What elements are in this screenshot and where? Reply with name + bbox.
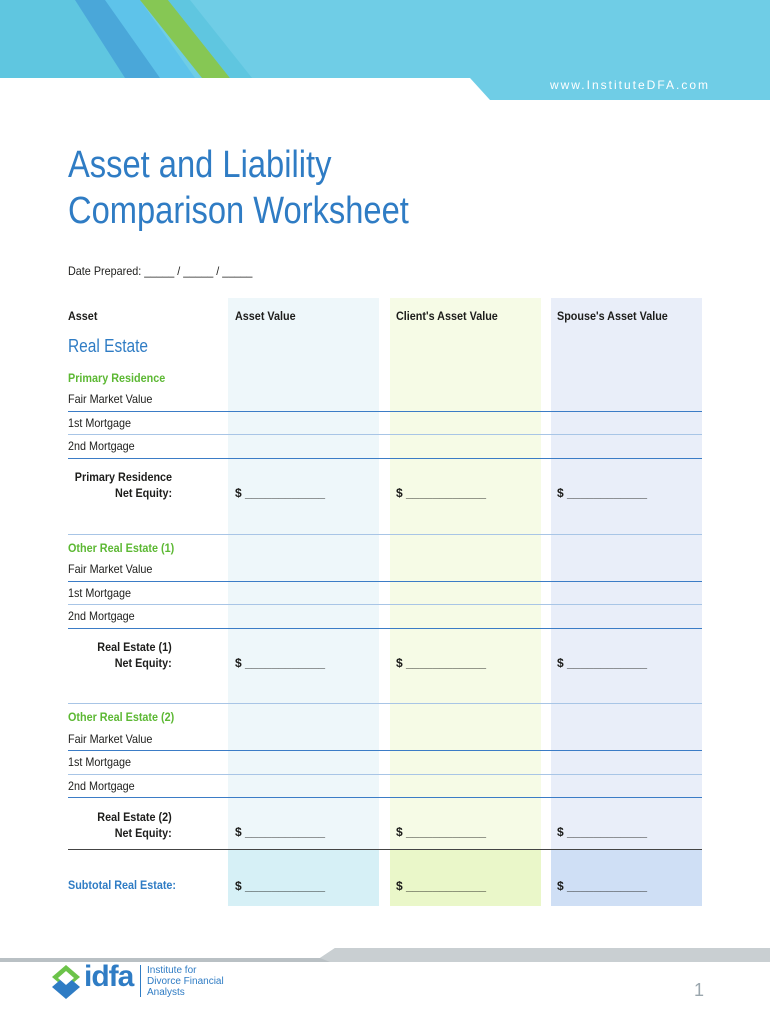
page-title [68, 142, 409, 234]
subtotal-spouse-cell [551, 850, 702, 906]
spouse-value-column [551, 298, 702, 906]
amount-field[interactable]: $ ____________ [557, 486, 648, 500]
row-divider [68, 750, 702, 751]
column-header-asset-value: Asset Value [235, 309, 296, 323]
row-divider [68, 434, 702, 435]
equity-line-2: Net Equity: [114, 826, 172, 840]
amount-field[interactable]: $ ____________ [557, 825, 648, 839]
org-line-3: Analysts [147, 987, 185, 998]
amount-field[interactable]: $ ____________ [396, 879, 487, 893]
amount-field[interactable]: $ ____________ [235, 656, 326, 670]
subtotal-asset-cell [228, 850, 379, 906]
row-divider [68, 797, 702, 798]
equity-line-2: Net Equity: [114, 486, 172, 500]
amount-field[interactable]: $ ____________ [557, 879, 648, 893]
column-header-client-value: Client's Asset Value [396, 309, 498, 323]
page-number: 1 [694, 980, 705, 1000]
row-label: 1st Mortgage [68, 755, 132, 769]
amount-field[interactable]: $ ____________ [557, 656, 648, 670]
logo-divider [140, 965, 141, 997]
row-divider [68, 774, 702, 775]
amount-field[interactable]: $ ____________ [235, 486, 326, 500]
date-prepared[interactable]: Date Prepared: _____ / _____ / _____ [68, 264, 253, 278]
title-line-1: Asset and Liability [68, 144, 332, 186]
row-label: 2nd Mortgage [68, 609, 135, 623]
net-equity-label [98, 639, 172, 671]
amount-field[interactable]: $ ____________ [235, 825, 326, 839]
row-divider [68, 581, 702, 582]
net-equity-label [75, 469, 172, 501]
group-heading: Primary Residence [68, 371, 166, 385]
row-label: 2nd Mortgage [68, 439, 135, 453]
row-divider [68, 534, 702, 535]
column-header-spouse-value: Spouse's Asset Value [557, 309, 668, 323]
subtotal-label: Subtotal Real Estate: [68, 878, 177, 892]
org-name [147, 965, 224, 998]
column-header-asset: Asset [68, 309, 98, 323]
website-url[interactable]: www.InstituteDFA.com [549, 78, 710, 92]
row-label: 1st Mortgage [68, 416, 132, 430]
row-divider [68, 703, 702, 704]
org-line-1: Institute for [147, 965, 197, 976]
subtotal-divider [68, 849, 702, 850]
row-label: 2nd Mortgage [68, 779, 135, 793]
title-line-2: Comparison Worksheet [68, 190, 409, 232]
equity-line-1: Real Estate (2) [97, 810, 172, 824]
group-heading: Other Real Estate (1) [68, 541, 175, 555]
amount-field[interactable]: $ ____________ [396, 486, 487, 500]
row-divider [68, 628, 702, 629]
net-equity-label [98, 809, 172, 841]
logo-wordmark: idfa [84, 960, 134, 993]
amount-field[interactable]: $ ____________ [235, 879, 326, 893]
asset-value-column [228, 298, 379, 906]
row-label: Fair Market Value [68, 392, 153, 406]
row-divider [68, 604, 702, 605]
equity-line-2: Net Equity: [114, 656, 172, 670]
row-label: Fair Market Value [68, 732, 153, 746]
client-value-column [390, 298, 541, 906]
amount-field[interactable]: $ ____________ [396, 656, 487, 670]
row-label: Fair Market Value [68, 562, 153, 576]
subtotal-client-cell [390, 850, 541, 906]
equity-line-1: Real Estate (1) [97, 640, 172, 654]
amount-field[interactable]: $ ____________ [396, 825, 487, 839]
row-divider [68, 458, 702, 459]
equity-line-1: Primary Residence [74, 470, 172, 484]
row-divider [68, 411, 702, 412]
group-heading: Other Real Estate (2) [68, 710, 175, 724]
row-label: 1st Mortgage [68, 586, 132, 600]
org-line-2: Divorce Financial [147, 976, 224, 987]
section-title-real-estate: Real Estate [68, 336, 149, 356]
